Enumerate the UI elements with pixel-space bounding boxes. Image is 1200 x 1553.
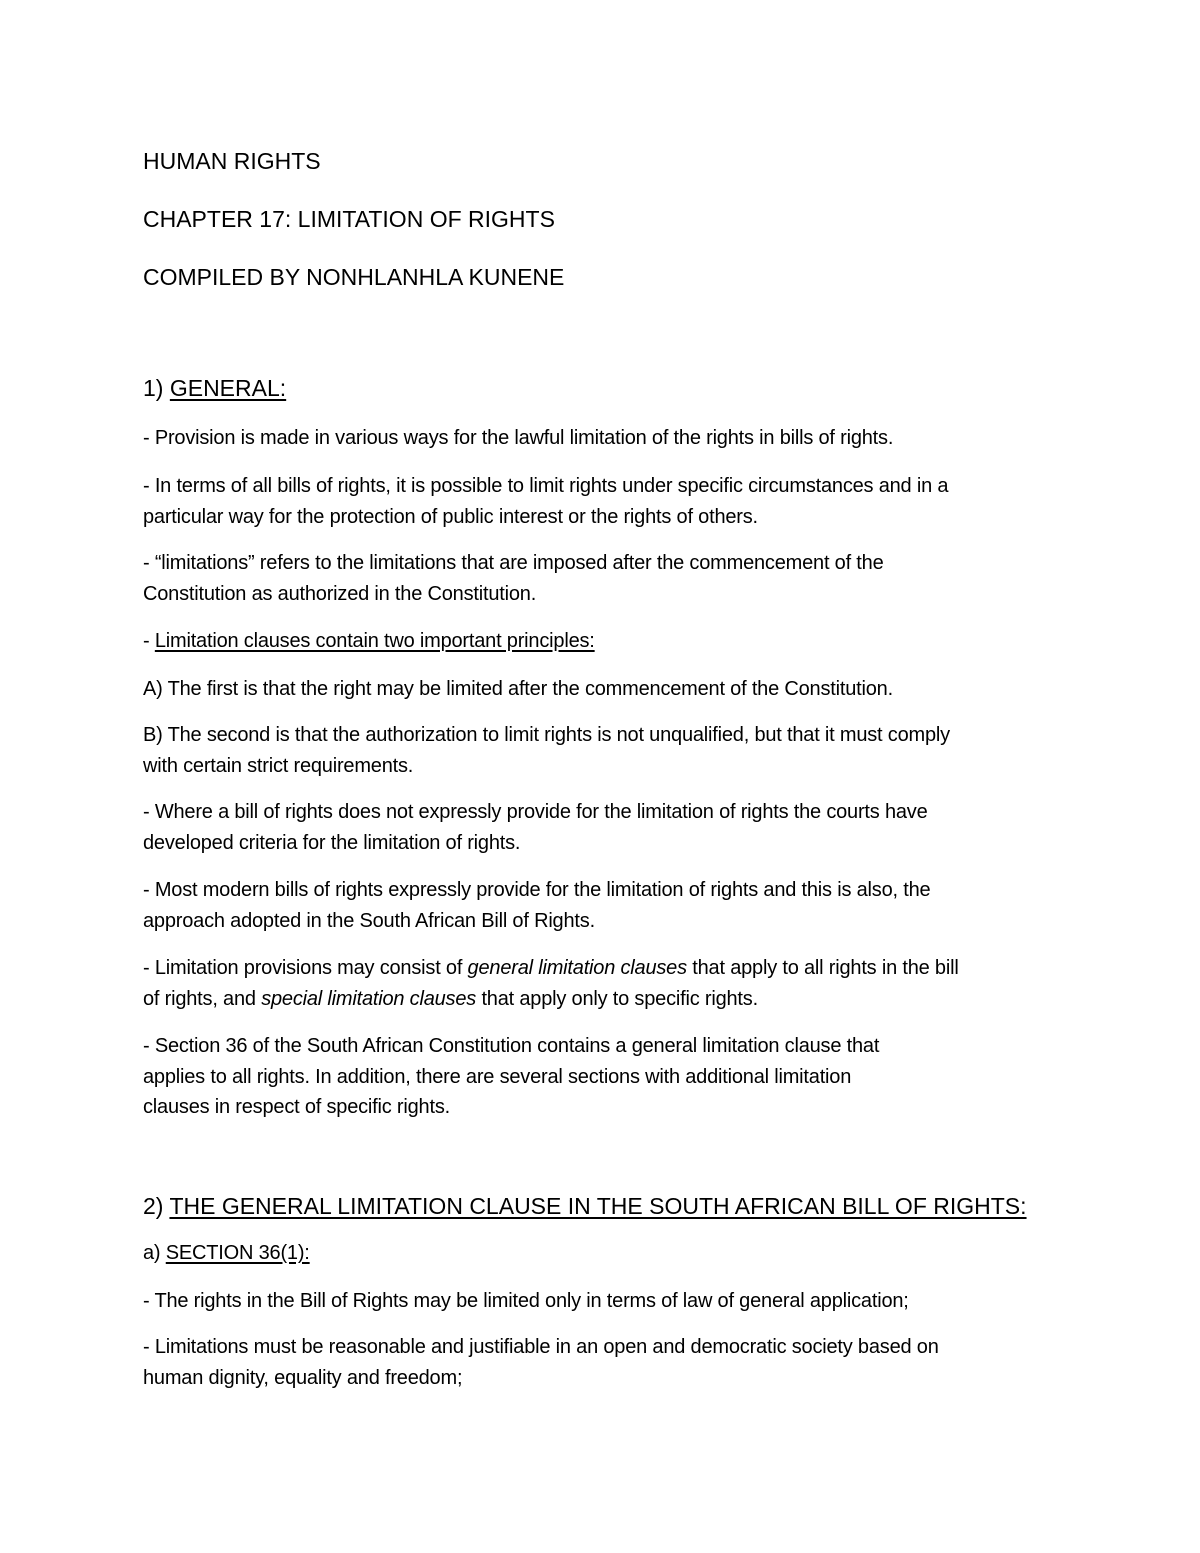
paragraph-line: particular way for the protection of public interest or the rights of others. [143,506,758,528]
paragraph-line: human dignity, equality and freedom; [143,1367,463,1389]
paragraph-line: applies to all rights. In addition, there are several sections with additional limitation [143,1066,852,1088]
paragraph-line: - In terms of all bills of rights, it is possible to limit rights under specific circumstances and in a [143,475,949,497]
paragraph-line: - Limitations must be reasonable and justifiable in an open and democratic society based on [143,1336,939,1358]
italic-term: general limitation clauses [467,957,687,979]
paragraph-line: - Where a bill of rights does not expressly provide for the limitation of rights the courts have [143,801,928,823]
paragraph-line: - Most modern bills of rights expressly provide for the limitation of rights and this is also, the [143,879,931,901]
subsection-title: SECTION 36(1): [165,1242,310,1264]
paragraph: - The rights in the Bill of Rights may be limited only in terms of law of general application; [143,1290,909,1312]
dash: - [143,630,155,652]
principle-a: A) The first is that the right may be limited after the commencement of the Constitution. [143,678,893,700]
paragraph-line [143,955,959,981]
paragraph-line: approach adopted in the South African Bill of Rights. [143,910,595,932]
text-run: of rights, and [143,988,262,1010]
section-1-heading [143,374,286,402]
chapter-title: CHAPTER 17: LIMITATION OF RIGHTS [143,206,555,232]
subsection-label: a) [143,1242,166,1264]
paragraph-line [143,986,758,1012]
paragraph: - Provision is made in various ways for the lawful limitation of the rights in bills of rights. [143,427,894,449]
text-run: that apply to all rights in the bill [686,957,959,979]
document-title: HUMAN RIGHTS [143,148,321,174]
italic-term: special limitation clauses [261,988,477,1010]
principle-b-line: B) The second is that the authorization to limit rights is not unqualified, but that it must comply [143,724,950,746]
text-run: that apply only to specific rights. [476,988,758,1010]
section-1-title: GENERAL: [169,375,287,401]
subsection-a-heading [143,1240,310,1266]
section-1-number: 1) [143,375,170,401]
paragraph-line: - Section 36 of the South African Constitution contains a general limitation clause that [143,1035,880,1057]
section-2-title: THE GENERAL LIMITATION CLAUSE IN THE SOUTH AFRICAN BILL OF RIGHTS: [169,1193,1027,1219]
principles-intro [143,628,595,654]
section-2-heading [143,1192,1027,1220]
compiler-line: COMPILED BY NONHLANHLA KUNENE [143,264,565,290]
paragraph-line: developed criteria for the limitation of rights. [143,832,521,854]
text-run: - Limitation provisions may consist of [143,957,468,979]
paragraph-line: - “limitations” refers to the limitations that are imposed after the commencement of the [143,552,884,574]
paragraph-line: Constitution as authorized in the Constitution. [143,583,537,605]
principle-b-line: with certain strict requirements. [143,755,414,777]
principles-intro-text: Limitation clauses contain two important principles: [154,630,595,652]
paragraph-line: clauses in respect of specific rights. [143,1096,450,1118]
section-2-number: 2) [143,1193,170,1219]
